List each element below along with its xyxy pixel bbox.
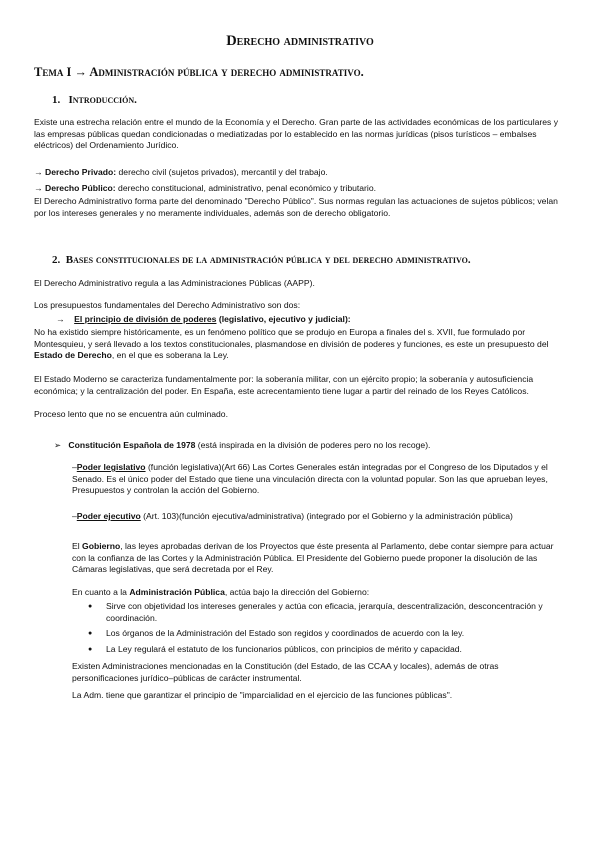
- principio-paragraph-1: [34, 327, 562, 362]
- list-item: [88, 644, 564, 656]
- bullet-icon: ●: [88, 603, 93, 610]
- arrowhead-bullet-icon: ➢: [54, 440, 62, 450]
- bullet-list: [88, 601, 564, 655]
- intro-paragraph: Existe una estrecha relación entre el mundo de la Economía y el Derecho. Gran parte de las actividades económicas de los particulares y las empresas públicas quedan condicionadas o mediatizadas por lo establecido en las normas jurídicas (pisos turísticos – embalses eléctricos) del Ordenamiento Jurídico.: [34, 117, 559, 151]
- bullet-icon: ●: [88, 630, 93, 638]
- estado-de-derecho: Estado de Derecho: [34, 350, 112, 361]
- bullet-icon: ●: [88, 645, 93, 653]
- bullet-text: Sirve con objetividad los intereses generales y actúa con eficacia, jerarquía, descentralización, desconcentración y coordinación.: [106, 601, 543, 623]
- section-1-title: Introducción.: [68, 94, 137, 106]
- gobierno-text-a: El: [72, 541, 83, 551]
- bullet-text: La Ley regulará el estatuto de los funcionarios públicos, con principios de mérito y capacidad.: [106, 643, 462, 654]
- list-item: [88, 601, 564, 624]
- document-title: Derecho administrativo: [226, 33, 374, 49]
- principio-text-a: No ha existido siempre históricamente, es un fenómeno político que se produjo en Europa a finales del s. XVII, fue formulado por Montesquieu, y será llevado a los textos constitucionales, plasmandose en división de poderes y funciones, es este un presupuesto del: [34, 327, 549, 349]
- administracion-publica-line: [72, 587, 564, 599]
- poder-legislativo-paragraph: [72, 462, 564, 497]
- section-2-heading: [52, 255, 471, 267]
- poder-ejecutivo-title: Poder ejecutivo: [76, 511, 141, 521]
- principio-paragraph-3: Proceso lento que no se encuentra aún culminado.: [34, 409, 228, 419]
- arrow-icon: →: [56, 314, 65, 324]
- principio-heading: [56, 314, 556, 326]
- section-1-heading: [52, 95, 137, 107]
- section-2-paragraph-1: El Derecho Administrativo regula a las Administraciones Públicas (AAPP).: [34, 278, 315, 288]
- tema-heading: Tema I → Administración pública y derecho administrativo.: [34, 65, 364, 79]
- principio-text-c: , en el que es soberana la Ley.: [111, 350, 229, 361]
- derecho-publico-label: → Derecho Público:: [34, 183, 116, 193]
- final-paragraph-1: Existen Administraciones mencionadas en la Constitución (del Estado, de las CCAA y locales), además de otras personificaciones jurídico–públicas de carácter instrumental.: [72, 661, 499, 683]
- ap-text-a: En cuanto a la: [72, 587, 130, 597]
- poder-ejecutivo-text: (Art. 103)(función ejecutiva/administrativa) (integrado por el Gobierno y la administración pública): [140, 511, 513, 521]
- principio-title: El principio de división de poderes: [74, 314, 217, 324]
- poder-ejecutivo-paragraph: [72, 511, 564, 523]
- principio-paragraph-2: El Estado Moderno se caracteriza fundamentalmente por: la soberanía militar, con un ejército propio; la soberanía y autosuficiencia económica; y la centralización del poder. En España, este acrecentamiento tiene lugar a partir del reinado de los Reyes Católicos.: [34, 374, 534, 396]
- section-2-number: 2.: [52, 254, 61, 266]
- principio-subtitle: (legislativo, ejecutivo y judicial):: [216, 314, 351, 324]
- gobierno-paragraph: [72, 541, 564, 576]
- gobierno-text-c: , las leyes aprobadas derivan de los Proyectos que éste presenta al Parlamento, debe contar siempre para actuar con la confianza de las Cortes y la Administración Pública. El Presidente del Gobierno puede proponer la disolución de las Cámaras legislativas, que será decretada por el Rey.: [72, 541, 554, 575]
- bullet-text: Los órganos de la Administración del Estado son regidos y coordinados de acuerdo con la ley.: [106, 628, 465, 639]
- gobierno-bold: Gobierno: [82, 541, 121, 551]
- list-item: [88, 628, 564, 640]
- derecho-administrativo-paragraph: El Derecho Administrativo forma parte del denominado "Derecho Público". Sus normas regulan las actuaciones de sujetos públicos; velan por los intereses generales y no meramente individuales, además son de derecho obligatorio.: [34, 196, 558, 218]
- derecho-privado-text: derecho civil (sujetos privados), mercantil y del trabajo.: [116, 167, 328, 177]
- derecho-publico-line: [34, 183, 562, 195]
- poder-legislativo-title: Poder legislativo: [76, 462, 146, 472]
- dash-marker: –: [72, 462, 77, 472]
- derecho-privado-label: → Derecho Privado:: [34, 167, 117, 177]
- derecho-publico-text: derecho constitucional, administrativo, penal económico y tributario.: [115, 183, 376, 193]
- section-2-title: Bases constitucionales de la administración pública y del derecho administrativo.: [65, 254, 471, 266]
- constitucion-text: (está inspirada en la división de poderes pero no los recoge).: [195, 440, 431, 450]
- section-1-number: 1.: [52, 94, 61, 106]
- dash-marker: –: [72, 511, 77, 521]
- constitucion-line: [54, 440, 564, 452]
- section-2-paragraph-2: Los presupuestos fundamentales del Derecho Administrativo son dos:: [34, 300, 301, 310]
- ap-text-c: , actúa bajo la dirección del Gobierno:: [224, 587, 370, 597]
- poder-legislativo-text: (función legislativa)(Art 66) Las Cortes Generales están integradas por el Congreso de los Diputados y el Senado. Es el único poder del Estado que tiene una vinculación directa con la voluntad popular. Son las que aprueban leyes, Presupuestos y controlan la acción del Gobierno.: [72, 462, 548, 496]
- derecho-privado-line: [34, 167, 562, 179]
- administracion-publica-bold: Administración Pública: [129, 587, 225, 597]
- final-paragraph-2: La Adm. tiene que garantizar el principio de "imparcialidad en el ejercicio de las funciones públicas".: [72, 690, 453, 700]
- constitucion-title: Constitución Española de 1978: [68, 440, 196, 450]
